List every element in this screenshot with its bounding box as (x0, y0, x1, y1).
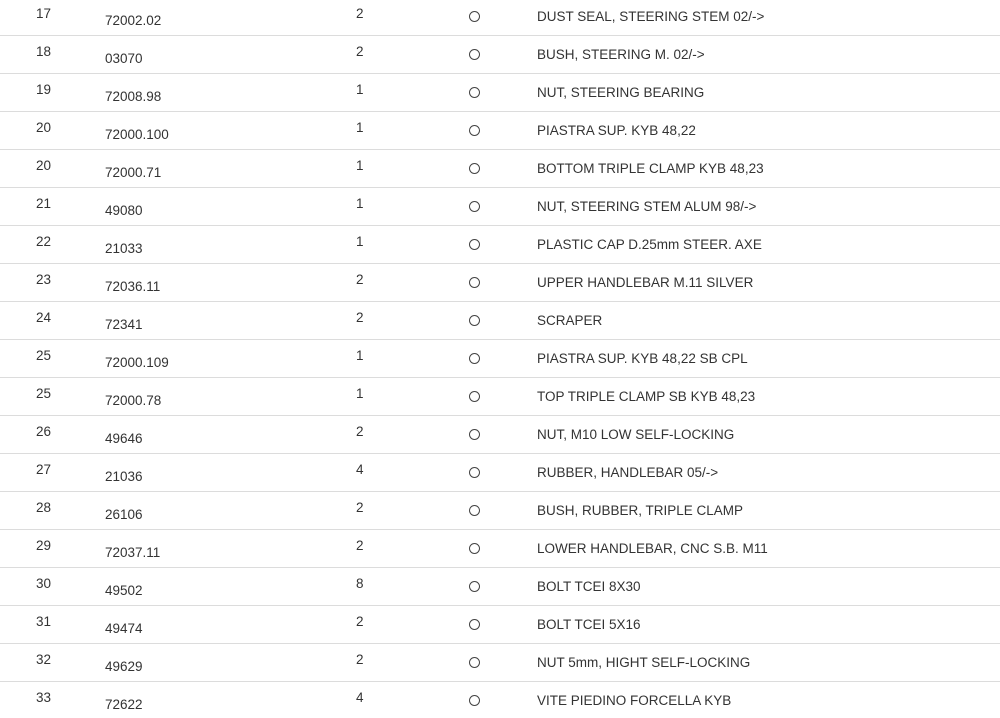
part-description: PIASTRA SUP. KYB 48,22 SB CPL (537, 351, 748, 366)
select-radio[interactable] (469, 87, 480, 98)
table-row (0, 112, 1000, 150)
part-description: VITE PIEDINO FORCELLA KYB (537, 693, 732, 708)
position-number: 27 (36, 462, 52, 477)
position-number: 24 (36, 310, 52, 325)
part-description: PLASTIC CAP D.25mm STEER. AXE (537, 237, 762, 252)
part-description: TOP TRIPLE CLAMP SB KYB 48,23 (537, 389, 756, 404)
select-radio[interactable] (469, 391, 480, 402)
table-row (0, 36, 1000, 74)
quantity: 1 (356, 158, 364, 173)
part-code: 72000.71 (105, 165, 162, 180)
table-row (0, 492, 1000, 530)
position-number: 28 (36, 500, 52, 515)
quantity: 2 (356, 272, 364, 287)
quantity: 4 (356, 690, 364, 705)
part-code: 03070 (105, 51, 143, 66)
quantity: 2 (356, 6, 364, 21)
part-code: 72341 (105, 317, 143, 332)
position-number: 25 (36, 348, 52, 363)
table-row (0, 606, 1000, 644)
quantity: 8 (356, 576, 364, 591)
table-row (0, 74, 1000, 112)
table-row (0, 454, 1000, 492)
position-number: 31 (36, 614, 52, 629)
select-radio[interactable] (469, 581, 480, 592)
select-radio[interactable] (469, 353, 480, 364)
select-radio[interactable] (469, 277, 480, 288)
position-number: 30 (36, 576, 52, 591)
position-number: 20 (36, 158, 52, 173)
part-code: 21036 (105, 469, 143, 484)
quantity: 1 (356, 386, 364, 401)
select-radio[interactable] (469, 239, 480, 250)
quantity: 2 (356, 652, 364, 667)
part-description: LOWER HANDLEBAR, CNC S.B. M11 (537, 541, 768, 556)
table-row (0, 264, 1000, 302)
quantity: 2 (356, 538, 364, 553)
part-code: 26106 (105, 507, 143, 522)
select-radio[interactable] (469, 619, 480, 630)
table-row (0, 530, 1000, 568)
part-code: 72002.02 (105, 13, 162, 28)
quantity: 1 (356, 348, 364, 363)
select-radio[interactable] (469, 201, 480, 212)
part-description: RUBBER, HANDLEBAR 05/-> (537, 465, 719, 480)
position-number: 18 (36, 44, 52, 59)
quantity: 2 (356, 500, 364, 515)
quantity: 2 (356, 424, 364, 439)
part-description: NUT 5mm, HIGHT SELF-LOCKING (537, 655, 751, 670)
table-row (0, 416, 1000, 454)
part-description: BOLT TCEI 8X30 (537, 579, 641, 594)
select-radio[interactable] (469, 505, 480, 516)
select-radio[interactable] (469, 467, 480, 478)
select-radio[interactable] (469, 125, 480, 136)
quantity: 2 (356, 310, 364, 325)
table-row (0, 226, 1000, 264)
select-radio[interactable] (469, 543, 480, 554)
select-radio[interactable] (469, 657, 480, 668)
quantity: 2 (356, 44, 364, 59)
position-number: 25 (36, 386, 52, 401)
table-row (0, 188, 1000, 226)
part-description: BOLT TCEI 5X16 (537, 617, 641, 632)
quantity: 1 (356, 120, 364, 135)
table-row (0, 682, 1000, 718)
part-code: 72000.78 (105, 393, 162, 408)
table-row (0, 0, 1000, 36)
position-number: 17 (36, 6, 52, 21)
part-code: 72037.11 (105, 545, 161, 560)
position-number: 23 (36, 272, 52, 287)
position-number: 21 (36, 196, 52, 211)
part-description: DUST SEAL, STEERING STEM 02/-> (537, 9, 765, 24)
position-number: 29 (36, 538, 52, 553)
position-number: 26 (36, 424, 52, 439)
part-code: 72008.98 (105, 89, 162, 104)
quantity: 1 (356, 82, 364, 97)
quantity: 1 (356, 234, 364, 249)
part-description: SCRAPER (537, 313, 603, 328)
table-row (0, 150, 1000, 188)
part-description: BUSH, RUBBER, TRIPLE CLAMP (537, 503, 744, 518)
part-code: 72000.100 (105, 127, 169, 142)
part-description: PIASTRA SUP. KYB 48,22 (537, 123, 696, 138)
part-code: 49080 (105, 203, 143, 218)
select-radio[interactable] (469, 49, 480, 60)
part-code: 72036.11 (105, 279, 161, 294)
part-code: 72622 (105, 697, 143, 712)
select-radio[interactable] (469, 695, 480, 706)
select-radio[interactable] (469, 315, 480, 326)
part-code: 21033 (105, 241, 143, 256)
part-code: 49646 (105, 431, 143, 446)
part-code: 49629 (105, 659, 143, 674)
position-number: 19 (36, 82, 52, 97)
position-number: 20 (36, 120, 52, 135)
part-description: UPPER HANDLEBAR M.11 SILVER (537, 275, 754, 290)
part-description: BOTTOM TRIPLE CLAMP KYB 48,23 (537, 161, 764, 176)
select-radio[interactable] (469, 429, 480, 440)
table-row (0, 340, 1000, 378)
part-code: 49502 (105, 583, 143, 598)
part-description: NUT, M10 LOW SELF-LOCKING (537, 427, 735, 442)
part-code: 49474 (105, 621, 143, 636)
select-radio[interactable] (469, 163, 480, 174)
quantity: 2 (356, 614, 364, 629)
part-code: 72000.109 (105, 355, 169, 370)
table-row (0, 568, 1000, 606)
table-row (0, 644, 1000, 682)
part-description: NUT, STEERING BEARING (537, 85, 705, 100)
table-row (0, 302, 1000, 340)
part-description: BUSH, STEERING M. 02/-> (537, 47, 705, 62)
position-number: 22 (36, 234, 52, 249)
quantity: 4 (356, 462, 364, 477)
quantity: 1 (356, 196, 364, 211)
position-number: 33 (36, 690, 52, 705)
table-row (0, 378, 1000, 416)
position-number: 32 (36, 652, 52, 667)
part-description: NUT, STEERING STEM ALUM 98/-> (537, 199, 757, 214)
select-radio[interactable] (469, 11, 480, 22)
